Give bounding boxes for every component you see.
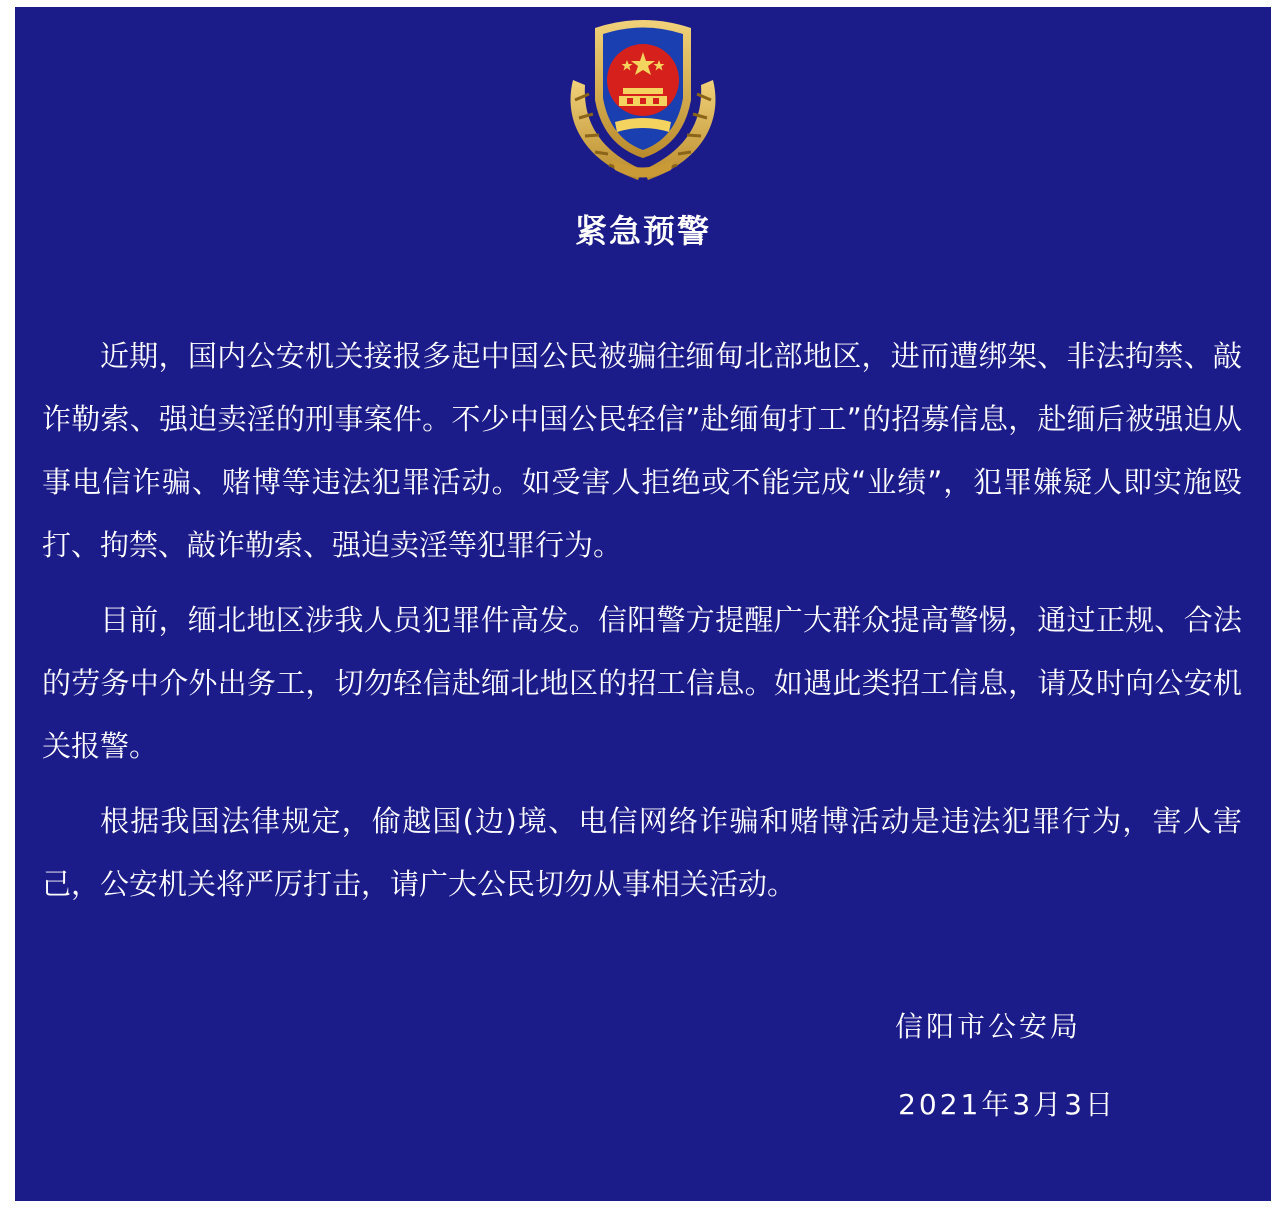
notice-title: 紧急预警 <box>574 212 711 250</box>
warning-notice <box>15 7 1271 1201</box>
issue-date: 2021年3月3日 <box>898 1088 1116 1121</box>
issuer-signature: 信阳市公安局 <box>894 1010 1081 1043</box>
police-emblem-icon <box>553 10 733 190</box>
notice-paragraph-3: 根据我国法律规定，偷越国(边)境、电信网络诈骗和赌博活动是违法犯罪行为，害人害己，公安机关将严厉打击，请广大公民切勿从事相关活动。 <box>42 804 1242 901</box>
notice-paragraph-1: 近期，国内公安机关接报多起中国公民被骗往缅甸北部地区，进而遭绑架、非法拘禁、敲诈勒索、强迫卖淫的刑事案件。不少中国公民轻信”赴缅甸打工”的招募信息，赴缅后被强迫从事电信诈骗、赌博等违法犯罪活动。如受害人拒绝或不能完成“业绩”，犯罪嫌疑人即实施殴打、拘禁、敲诈勒索、强迫卖淫等犯罪行为。 <box>42 339 1242 562</box>
notice-paragraph-2: 目前，缅北地区涉我人员犯罪件高发。信阳警方提醒广大群众提高警惕，通过正规、合法的劳务中介外出务工，切勿轻信赴缅北地区的招工信息。如遇此类招工信息，请及时向公安机关报警。 <box>42 603 1242 763</box>
